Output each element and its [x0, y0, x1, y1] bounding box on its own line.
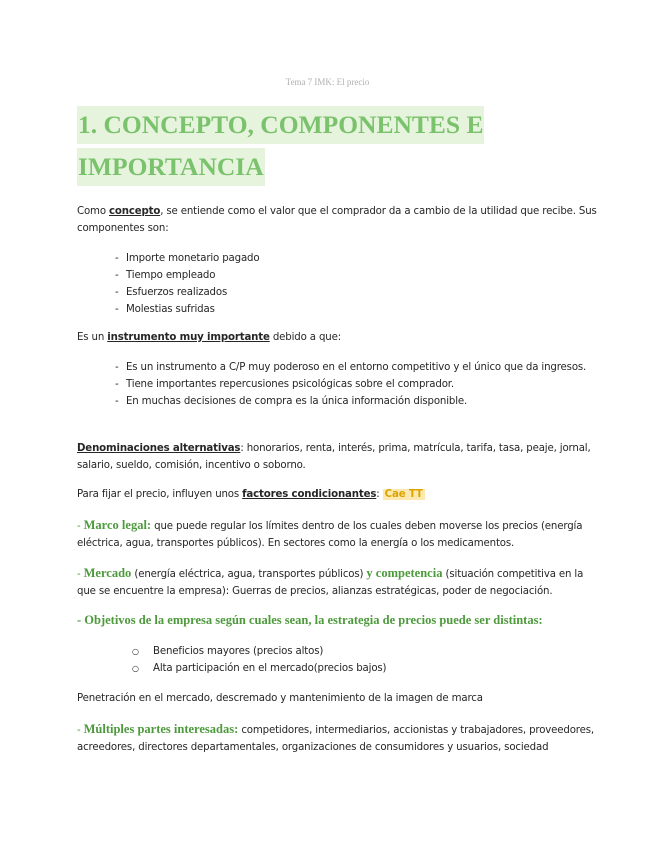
reasons-list — [115, 359, 586, 410]
concept-term: concepto — [109, 206, 161, 217]
list-item: - Esfuerzos realizados — [115, 284, 259, 301]
market-text: (energía eléctrica, agua, transportes públicos) — [131, 569, 367, 580]
list-item: - Tiene importantes repercusiones psicológicas sobre el comprador. — [115, 376, 586, 393]
stakeholders-dash: - — [77, 725, 84, 736]
page-header: Tema 7 IMK: El precio — [285, 77, 370, 87]
objectives-heading — [77, 612, 577, 630]
section-title-line-1: 1. CONCEPTO, COMPONENTES E — [77, 106, 484, 144]
concept-text-line2: componentes son: — [77, 223, 169, 234]
legal-paragraph — [77, 517, 583, 552]
section-title-line-2: IMPORTANCIA — [77, 148, 265, 186]
list-item: - Molestias sufridas — [115, 301, 259, 318]
market-dash: - — [77, 569, 84, 580]
market-text-rest: (situación competitiva en la — [442, 569, 584, 580]
market-text-line2: que se encuentre la empresa): Guerras de precios, alianzas estratégicas, poder de negociación. — [77, 586, 553, 597]
instrument-post: debido a que: — [269, 332, 341, 343]
list-item: - Tiempo empleado — [115, 267, 259, 284]
list-item: - Es un instrumento a C/P muy poderoso en el entorno competitivo y el único que da ingresos. — [115, 359, 586, 376]
legal-text: que puede regular los límites dentro de los cuales deben moverse los precios (energía — [151, 521, 583, 532]
legal-text-line2: eléctrica, agua, transportes públicos). En sectores como la energía o los medicamentos. — [77, 538, 515, 549]
legal-dash: - — [77, 521, 84, 532]
stakeholders-text-line2: acreedores, directores departamentales, organizaciones de consumidores y usuarios, sociedad — [77, 742, 549, 753]
stakeholders-paragraph — [77, 721, 594, 756]
instrument-pre: Es un — [77, 332, 108, 343]
list-item: - En muchas decisiones de compra es la única información disponible. — [115, 393, 586, 410]
denominations-text: : honorarios, renta, interés, prima, matrícula, tarifa, tasa, peaje, jornal, — [240, 443, 591, 454]
list-item: ○ Alta participación en el mercado(precios bajos) — [132, 660, 386, 677]
stakeholders-term: Múltiples partes interesadas: — [83, 722, 239, 736]
stakeholders-text: competidores, intermediarios, accionistas y trabajadores, proveedores, — [238, 725, 594, 736]
penetration-paragraph: Penetración en el mercado, descremado y mantenimiento de la imagen de marca — [77, 693, 483, 704]
list-item: - Importe monetario pagado — [115, 250, 259, 267]
list-item: ○ Beneficios mayores (precios altos) — [132, 643, 386, 660]
competition-term: y competencia — [366, 566, 443, 580]
factors-term: factores condicionantes — [242, 489, 377, 500]
concept-pre: Como — [77, 206, 109, 217]
legal-term: Marco legal: — [83, 518, 152, 532]
factors-pre: Para fijar el precio, influyen unos — [77, 489, 243, 500]
concept-text: , se entiende como el valor que el comprador da a cambio de la utilidad que recibe. Sus — [160, 206, 597, 217]
factors-colon: : — [376, 489, 380, 500]
denominations-text-line2: salario, sueldo, comisión, incentivo o soborno. — [77, 460, 306, 471]
denominations-term: Denominaciones alternativas — [77, 443, 241, 454]
market-term: Mercado — [83, 566, 132, 580]
market-paragraph — [77, 565, 584, 600]
components-list — [115, 250, 259, 318]
factors-paragraph — [77, 486, 577, 503]
denominations-paragraph — [77, 440, 591, 474]
instrument-paragraph — [77, 329, 577, 346]
concept-paragraph — [77, 203, 597, 237]
highlight-tag: Cae TT — [384, 489, 423, 500]
objectives-text: - Objetivos de la empresa según cuales sean, la estrategia de precios puede ser distintas: — [77, 613, 543, 627]
instrument-term: instrumento muy importante — [107, 332, 270, 343]
objectives-list — [132, 643, 386, 677]
